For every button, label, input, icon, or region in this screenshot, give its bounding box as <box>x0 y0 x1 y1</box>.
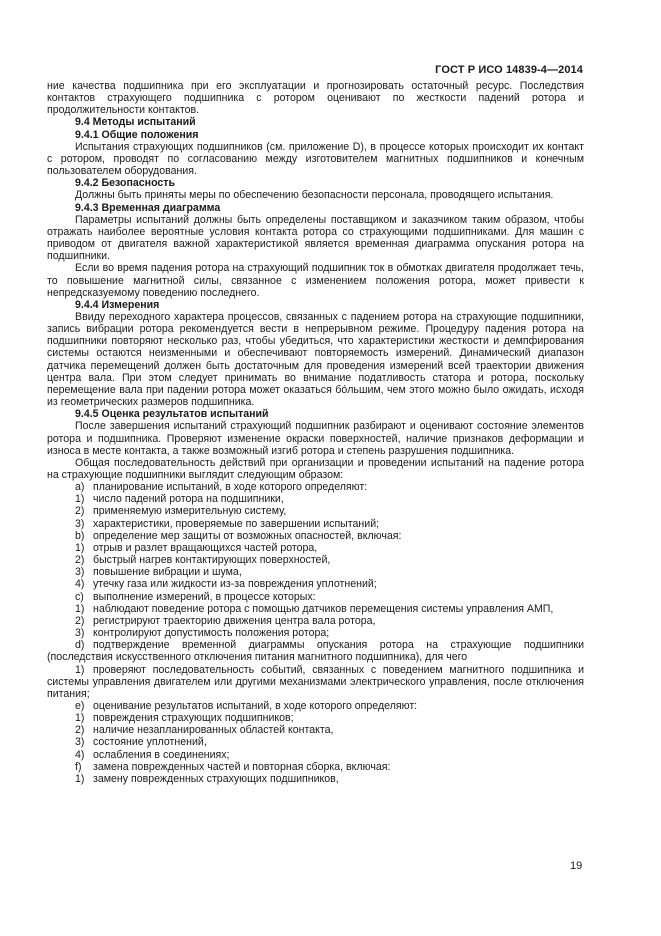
list-item-label: 1) <box>75 712 85 725</box>
document-body <box>47 80 584 785</box>
list-item-text: определение мер защиты от возможных опасностей, включая: <box>93 529 402 542</box>
list-item <box>47 736 584 748</box>
list-item-text: состояние уплотнений, <box>93 736 207 749</box>
list-item <box>47 542 584 554</box>
list-item-text: замена поврежденных частей и повторная сборка, включая: <box>93 760 391 773</box>
list-item <box>47 518 584 530</box>
list-item <box>47 481 584 493</box>
list-item-label: d) <box>75 639 85 652</box>
list-item <box>47 603 584 615</box>
list-item-label: 2) <box>75 724 85 737</box>
list-item-label: 2) <box>75 614 85 627</box>
list-item-label: 4) <box>75 748 85 761</box>
list-item-label: 4) <box>75 578 85 591</box>
list-item-label: 2) <box>75 554 85 567</box>
list-item <box>47 749 584 761</box>
list-item <box>47 615 584 627</box>
list-item <box>47 566 584 578</box>
list-item-text: характеристики, проверяемые по завершении испытаний; <box>93 517 380 530</box>
list-item-label: 3) <box>75 517 85 530</box>
list-item-label: 3) <box>75 566 85 579</box>
list-item <box>47 724 584 736</box>
list-item-label: 1) <box>75 663 85 676</box>
list-item-text: оценивание результатов испытаний, в ходе которого определяют: <box>93 699 418 712</box>
section-heading: 9.4.4 Измерения <box>75 298 160 311</box>
paragraph: ние качества подшипника при его эксплуатации и прогнозировать остаточный ресурс. Последствия контактов страхующего подшипника с ротором оценивают по жесткости падений ротора и продолжительности контактов. <box>47 80 584 117</box>
list-item-label: 1) <box>75 493 85 506</box>
paragraph: Ввиду переходного характера процессов, связанных с падением ротора на страхующие подшипники, запись вибрации ротора рекомендуется вести в непрерывном режиме. Процедуру падения ротора на подшипники повторяют несколько раз, чтобы убедиться, что характеристики жесткости и демпфирования системы остаются неизменными и обеспечивают повторяемость измерений. Динамический диапазон датчика перемещений должен быть достаточным для проведения измерений всей траектории движения центра вала. При этом следует принимать во внимание податливость статора и ротора, поскольку перемещение вала при падении ротора может оказаться бóльшим, чем этого можно было ожидать, исходя из геометрических размеров подшипника. <box>47 310 584 409</box>
list-item-label: 3) <box>75 627 85 640</box>
list-item-text: планирование испытаний, в ходе которого определяют: <box>93 481 368 494</box>
section-heading: 9.4.3 Временная диаграмма <box>75 201 221 214</box>
list-item-label: 2) <box>75 505 85 518</box>
list-item-text: повреждения страхующих подшипников; <box>93 712 294 725</box>
list-item-text: выполнение измерений, в процессе которых: <box>93 590 316 603</box>
page-number: 19 <box>570 860 583 872</box>
list-item <box>47 578 584 590</box>
list-item <box>47 712 584 724</box>
list-item-label: 1) <box>75 602 85 615</box>
list-item-label: 3) <box>75 736 85 749</box>
list-item-text: проверяют последовательность событий, связанных с поведением магнитного подшипника и системы управления двигателем или другими механизмами электрического управления, после отключения питания; <box>47 663 584 700</box>
list-item-text: утечку газа или жидкости из-за повреждения уплотнений; <box>93 578 377 591</box>
list-item-label: c) <box>75 590 84 603</box>
section-heading: 9.4.5 Оценка результатов испытаний <box>75 408 269 421</box>
paragraph: Испытания страхующих подшипников (см. приложение D), в процессе которых происходит их контакт с ротором, проводят по согласованию между изготовителем магнитных подшипников и конечным пользователем оборудования. <box>47 140 584 178</box>
list-item-text: контролируют допустимость положения ротора; <box>93 627 330 640</box>
list-item <box>47 700 584 712</box>
paragraph: Если во время падения ротора на страхующий подшипник ток в обмотках двигателя продолжает течь, то повышение магнитной силы, связанное с изменением положения ротора, может привести к непредсказуемому поведению последнего. <box>47 262 584 299</box>
document-header: ГОСТ Р ИСО 14839-4—2014 <box>435 64 583 76</box>
section-heading: 9.4 Методы испытаний <box>75 116 196 129</box>
section-heading: 9.4.1 Общие положения <box>75 128 199 141</box>
list-item <box>47 530 584 542</box>
paragraph: Должны быть приняты меры по обеспечению безопасности персонала, проводящего испытания. <box>75 189 554 202</box>
list-item-text: замену поврежденных страхующих подшипников, <box>93 772 339 785</box>
list-item-text: подтверждение временной диаграммы опускания ротора на страхующие подшипники (последствия искусственного отключения питания магнитного подшипника), для чего <box>47 639 584 664</box>
list-item-text: число падений ротора на подшипники, <box>93 493 284 506</box>
list-item-text: наблюдают поведение ротора с помощью датчиков перемещения системы управления АМП, <box>93 602 554 615</box>
paragraph: Общая последовательность действий при организации и проведении испытаний на падение ротора на страхующие подшипники выглядит следующим образом: <box>47 456 584 481</box>
list-item-text: наличие незапланированных областей контакта, <box>93 724 334 737</box>
list-item <box>47 505 584 517</box>
list-item-label: b) <box>75 529 85 542</box>
list-item <box>47 639 584 663</box>
list-item <box>47 664 584 700</box>
list-item-text: быстрый нагрев контактирующих поверхностей, <box>93 554 331 567</box>
list-item <box>47 773 584 785</box>
paragraph: После завершения испытаний страхующий подшипник разбирают и оценивают состояние элементов ротора и подшипника. Проверяют изменение окраски поверхностей, наличие признаков деформации и износа в месте контакта, а также возможный изгиб ротора и степень разрушения подшипника. <box>47 420 584 457</box>
list-item-label: e) <box>75 699 85 712</box>
list-item-text: отрыв и разлет вращающихся частей ротора, <box>93 541 318 554</box>
list-item-label: a) <box>75 481 85 494</box>
list-item-label: 1) <box>75 772 85 785</box>
list-item <box>47 554 584 566</box>
paragraph: Параметры испытаний должны быть определены поставщиком и заказчиком таким образом, чтобы отражать наиболее вероятные условия контакта ротора со страхующими подшипниками. Для машин с приводом от двигателя важной характеристикой является временная диаграмма опускания ротора на подшипники. <box>47 213 584 263</box>
list-item-text: ослабления в соединениях; <box>93 748 230 761</box>
list-item-label: f) <box>75 760 82 773</box>
list-item-text: применяемую измерительную систему, <box>93 505 287 518</box>
section-heading: 9.4.2 Безопасность <box>75 177 175 190</box>
list-item <box>47 627 584 639</box>
list-item-label: 1) <box>75 541 85 554</box>
list-item-text: регистрируют траекторию движения центра вала ротора, <box>93 614 376 627</box>
list-item <box>47 591 584 603</box>
list-item <box>47 493 584 505</box>
list-item-text: повышение вибрации и шума, <box>93 566 242 579</box>
list-item <box>47 761 584 773</box>
